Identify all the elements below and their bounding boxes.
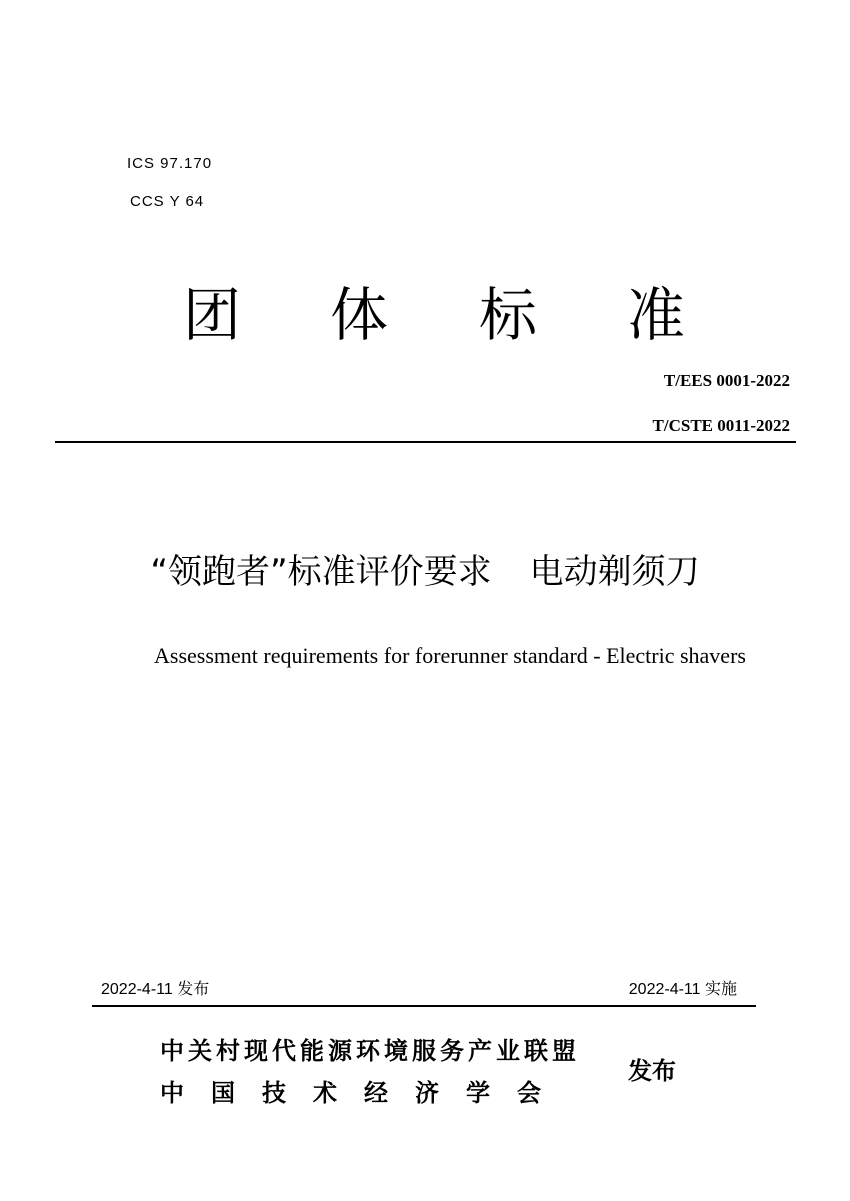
publish-label: 发布 bbox=[628, 1057, 676, 1085]
ccs-code: CCS Y 64 bbox=[130, 193, 205, 210]
publisher-org-2: 中国技术经济学会 bbox=[160, 1079, 568, 1107]
standard-number-ees: T/EES 0001-2022 bbox=[663, 371, 790, 390]
header-divider bbox=[55, 441, 796, 443]
ics-code: ICS 97.170 bbox=[127, 155, 213, 172]
publisher-org-1: 中关村现代能源环境服务产业联盟 bbox=[160, 1037, 580, 1065]
implementation-date: 2022-4-11 实施 bbox=[628, 981, 737, 998]
chinese-title-part1: “领跑者”标准评价要求 bbox=[150, 552, 492, 592]
standard-number-cste: T/CSTE 0011-2022 bbox=[652, 416, 790, 435]
title-char-4: 准 bbox=[627, 281, 686, 349]
footer-divider bbox=[92, 1005, 756, 1007]
title-char-3: 标 bbox=[479, 281, 538, 349]
document-type-title bbox=[0, 280, 850, 350]
title-char-2: 体 bbox=[330, 281, 389, 349]
issue-date: 2022-4-11 发布 bbox=[101, 981, 210, 998]
chinese-title bbox=[0, 548, 850, 596]
chinese-title-part2: 电动剃须刀 bbox=[529, 552, 700, 592]
english-title: Assessment requirements for forerunner standard - Electric shavers bbox=[154, 643, 746, 668]
title-char-1: 团 bbox=[183, 281, 242, 349]
